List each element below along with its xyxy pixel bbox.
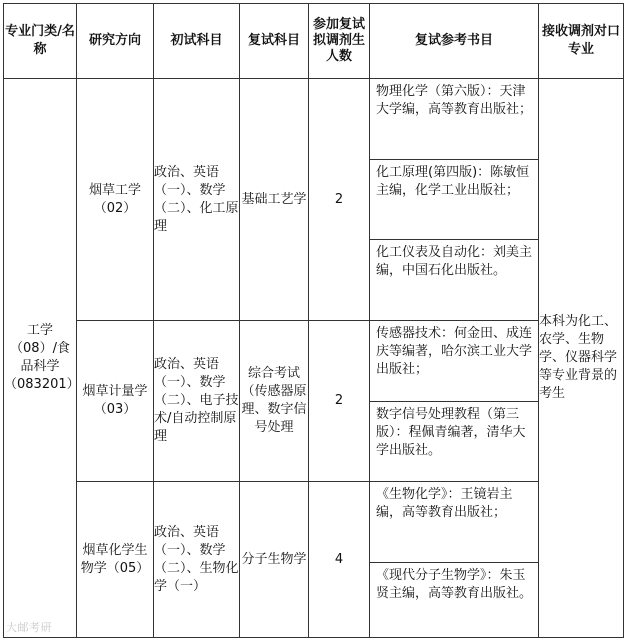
- reference-text: 《现代分子生物学》：朱玉贤主编，高等教育出版社。: [376, 568, 533, 601]
- watermark: 大邮考研: [6, 621, 52, 634]
- reference-item: [370, 401, 538, 481]
- header-category: 专业门类/名称: [4, 4, 77, 79]
- header-initial-subjects: 初试科目: [154, 4, 240, 79]
- header-retest-subject: 复试科目: [240, 4, 309, 79]
- retest-adjustment-table: [3, 3, 624, 638]
- reference-item: [370, 321, 538, 401]
- retest-subject-cell: 基础工艺学: [240, 79, 309, 321]
- direction-cell: 烟草化学生物学（05）: [77, 482, 154, 638]
- major-cell: 工学（08）/食品科学（083201）: [4, 79, 77, 638]
- quota-cell: 4: [309, 482, 370, 638]
- initial-subjects-cell: 政治、英语（一）、数学（二）、化工原理: [154, 79, 240, 321]
- quota-cell: 2: [309, 79, 370, 321]
- header-references: 复试参考书目: [370, 4, 539, 79]
- header-quota: 参加复试拟调剂生人数: [309, 4, 370, 79]
- reference-item: [370, 562, 538, 637]
- reference-text: 数字信号处理教程（第三版）：程佩青编著，清华大学出版社。: [376, 407, 526, 458]
- retest-subject-cell: 分子生物学: [240, 482, 309, 638]
- header-accepted-majors: 接收调剂对口专业: [539, 4, 624, 79]
- header-direction: 研究方向: [77, 4, 154, 79]
- references-cell: [370, 321, 539, 482]
- reference-item: [370, 79, 538, 159]
- table-row: [4, 321, 624, 482]
- direction-cell: 烟草计量学（03）: [77, 321, 154, 482]
- reference-text: 化工原理(第四版)：陈敏恒主编，化学工业出版社；: [376, 165, 530, 198]
- retest-subject-cell: 综合考试（传感器原理、数字信号处理: [240, 321, 309, 482]
- table-row: [4, 482, 624, 638]
- reference-item: [370, 482, 538, 562]
- direction-cell: 烟草工学（02）: [77, 79, 154, 321]
- quota-cell: 2: [309, 321, 370, 482]
- reference-text: 《生物化学》：王镜岩主编，高等教育出版社；: [376, 487, 513, 520]
- references-cell: [370, 482, 539, 638]
- reference-text: 物理化学（第六版）：天津大学编，高等教育出版社；: [376, 84, 533, 117]
- reference-text: 传感器技术：何金田、成连庆等编著，哈尔滨工业大学出版社；: [376, 326, 533, 377]
- reference-item: [370, 159, 538, 239]
- table-row: [4, 79, 624, 321]
- initial-subjects-cell: 政治、英语（一）、数学（二）、电子技术/自动控制原理: [154, 321, 240, 482]
- references-cell: [370, 79, 539, 321]
- reference-item: [370, 239, 538, 320]
- initial-subjects-cell: 政治、英语（一）、数学（二）、生物化学（一）: [154, 482, 240, 638]
- accepted-majors-cell: 本科为化工、农学、生物学、仪器科学等专业背景的考生: [539, 79, 624, 638]
- reference-text: 化工仪表及自动化：刘美主编，中国石化出版社。: [376, 245, 533, 278]
